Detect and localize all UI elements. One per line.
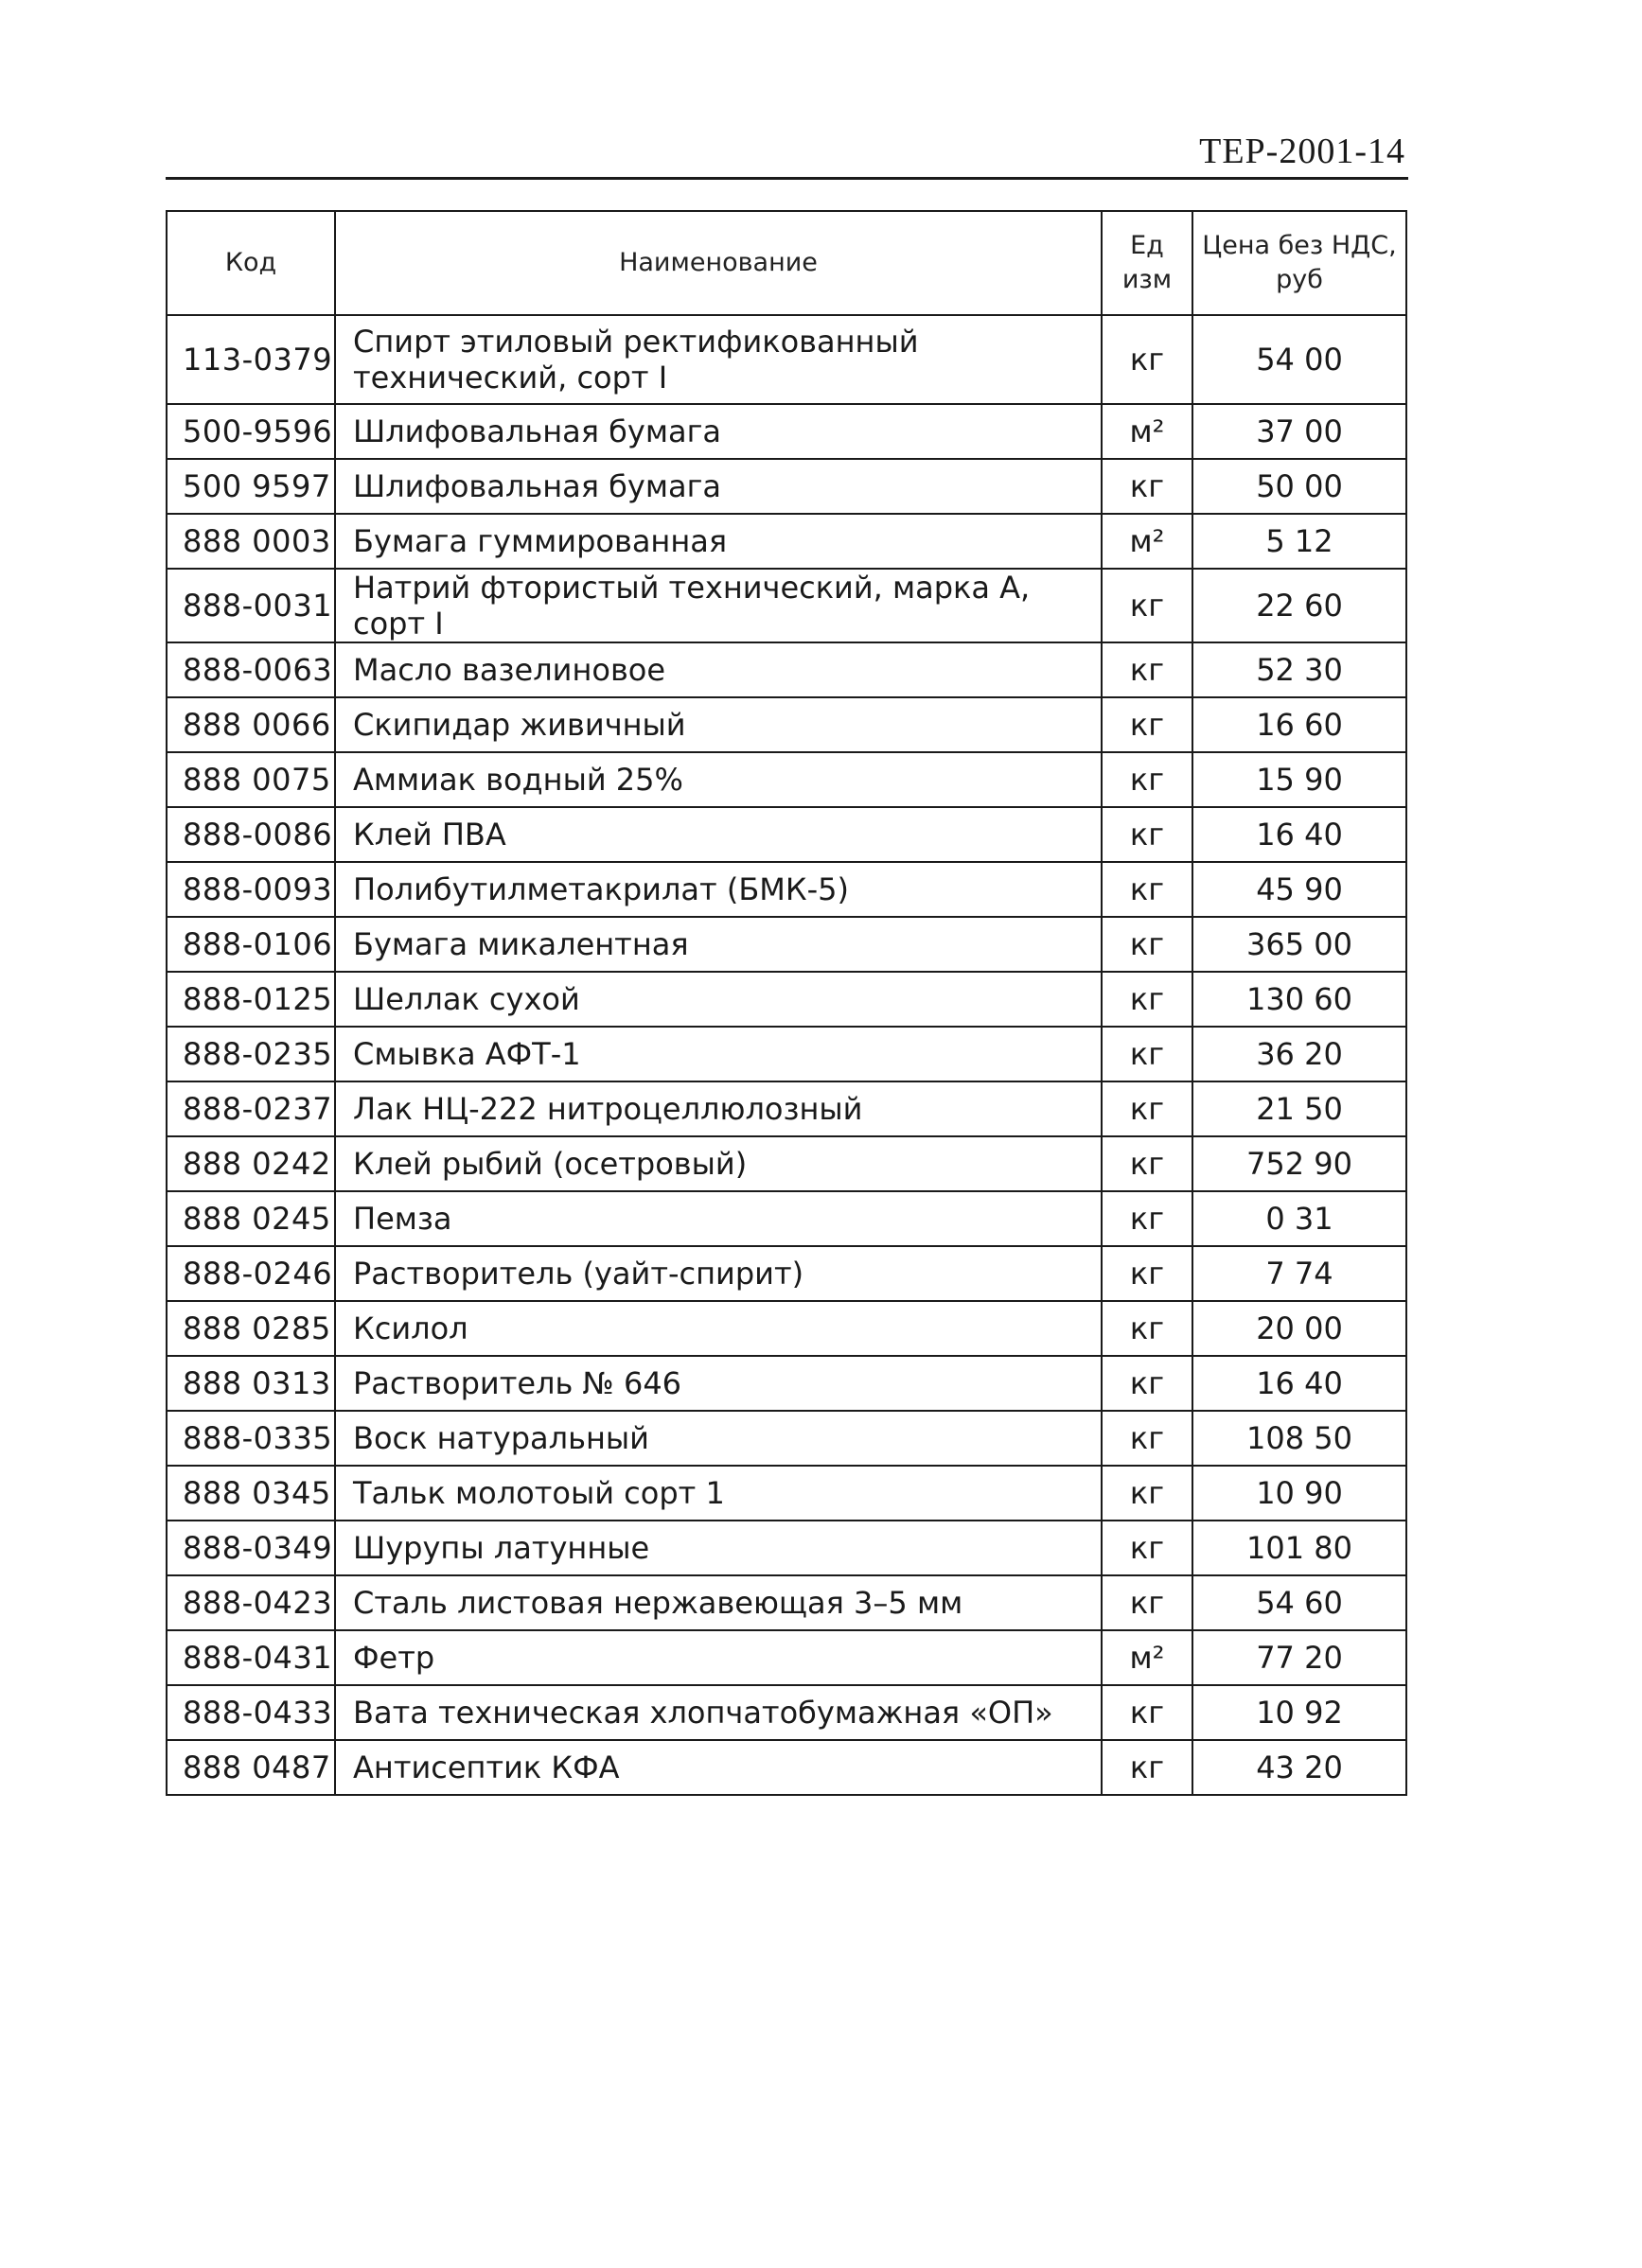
row-name: Полибутилметакрилат (БМК-5): [335, 862, 1102, 917]
table-row: [167, 1521, 1406, 1575]
table-row: [167, 917, 1406, 972]
row-unit: кг: [1102, 1685, 1192, 1740]
row-unit: кг: [1102, 1575, 1192, 1630]
table-row: [167, 1136, 1406, 1191]
table-row: [167, 1630, 1406, 1685]
table-row: [167, 1301, 1406, 1356]
row-unit: кг: [1102, 972, 1192, 1027]
row-unit: кг: [1102, 1246, 1192, 1301]
row-code: 888-0086: [167, 807, 335, 862]
row-name: Бумага микалентная: [335, 917, 1102, 972]
row-price: 16 40: [1192, 807, 1406, 862]
row-name: Шлифовальная бумага: [335, 404, 1102, 459]
document-code: ТЕР-2001-14: [1199, 132, 1405, 171]
row-name: Аммиак водный 25%: [335, 752, 1102, 807]
table-row: [167, 697, 1406, 752]
table-row: [167, 1191, 1406, 1246]
table-row: [167, 972, 1406, 1027]
row-price: 43 20: [1192, 1740, 1406, 1795]
row-code: 888-0423: [167, 1575, 335, 1630]
row-price: 108 50: [1192, 1411, 1406, 1466]
row-name: Натрий фтористый технический, марка А, сорт I: [335, 569, 1102, 642]
row-price: 36 20: [1192, 1027, 1406, 1081]
table-row: [167, 404, 1406, 459]
row-unit: кг: [1102, 1411, 1192, 1466]
price-table: [166, 210, 1407, 1796]
table-row: [167, 1575, 1406, 1630]
row-price: 130 60: [1192, 972, 1406, 1027]
row-price: 45 90: [1192, 862, 1406, 917]
row-price: 16 40: [1192, 1356, 1406, 1411]
row-price: 77 20: [1192, 1630, 1406, 1685]
row-price: 37 00: [1192, 404, 1406, 459]
row-unit: кг: [1102, 459, 1192, 514]
table-row: [167, 1411, 1406, 1466]
row-price: 0 31: [1192, 1191, 1406, 1246]
row-price: 752 90: [1192, 1136, 1406, 1191]
row-code: 888 0075: [167, 752, 335, 807]
row-name: Бумага гуммированная: [335, 514, 1102, 569]
row-code: 888-0093: [167, 862, 335, 917]
table-row: [167, 315, 1406, 404]
row-price: 5 12: [1192, 514, 1406, 569]
row-code: 888 0285: [167, 1301, 335, 1356]
table-row: [167, 1081, 1406, 1136]
column-header-name-label: Наименование: [619, 248, 818, 277]
row-name: Растворитель № 646: [335, 1356, 1102, 1411]
table-row: [167, 862, 1406, 917]
row-unit: кг: [1102, 1356, 1192, 1411]
row-name: Фетр: [335, 1630, 1102, 1685]
row-price: 365 00: [1192, 917, 1406, 972]
column-header-unit-line1: Ед: [1130, 231, 1164, 260]
row-price: 16 60: [1192, 697, 1406, 752]
column-header-price-line1: Цена без НДС,: [1202, 231, 1397, 260]
row-price: 54 60: [1192, 1575, 1406, 1630]
row-name: Клей рыбий (осетровый): [335, 1136, 1102, 1191]
row-code: 888 0003: [167, 514, 335, 569]
column-header-name: [335, 211, 1102, 315]
row-unit: кг: [1102, 569, 1192, 642]
table-row: [167, 642, 1406, 697]
row-price: 21 50: [1192, 1081, 1406, 1136]
row-name: Растворитель (уайт-спирит): [335, 1246, 1102, 1301]
row-unit: кг: [1102, 642, 1192, 697]
row-price: 50 00: [1192, 459, 1406, 514]
row-code: 888-0246: [167, 1246, 335, 1301]
row-name: Смывка АФТ-1: [335, 1027, 1102, 1081]
table-row: [167, 459, 1406, 514]
row-unit: кг: [1102, 917, 1192, 972]
table-row: [167, 1246, 1406, 1301]
column-header-unit: [1102, 211, 1192, 315]
row-price: 15 90: [1192, 752, 1406, 807]
row-unit: кг: [1102, 862, 1192, 917]
row-code: 500 9597: [167, 459, 335, 514]
row-name: Воск натуральный: [335, 1411, 1102, 1466]
row-price: 7 74: [1192, 1246, 1406, 1301]
table-row: [167, 514, 1406, 569]
table-body: [167, 315, 1406, 1795]
row-code: 888-0431: [167, 1630, 335, 1685]
row-code: 888 0242: [167, 1136, 335, 1191]
table-row: [167, 807, 1406, 862]
row-name: Ксилол: [335, 1301, 1102, 1356]
row-name: Шеллак сухой: [335, 972, 1102, 1027]
table-row: [167, 1356, 1406, 1411]
row-name: Скипидар живичный: [335, 697, 1102, 752]
row-price: 101 80: [1192, 1521, 1406, 1575]
column-header-unit-line2: изм: [1121, 265, 1173, 294]
row-name: Тальк молотоый сорт 1: [335, 1466, 1102, 1521]
row-code: 888-0125: [167, 972, 335, 1027]
table-row: [167, 1685, 1406, 1740]
column-header-price-line2: руб: [1276, 265, 1323, 294]
table-row: [167, 1740, 1406, 1795]
row-unit: кг: [1102, 1466, 1192, 1521]
row-code: 888-0235: [167, 1027, 335, 1081]
row-name: Шурупы латунные: [335, 1521, 1102, 1575]
row-name: Пемза: [335, 1191, 1102, 1246]
row-code: 888-0349: [167, 1521, 335, 1575]
row-price: 52 30: [1192, 642, 1406, 697]
row-code: 888 0345: [167, 1466, 335, 1521]
row-name: Масло вазелиновое: [335, 642, 1102, 697]
row-code: 888 0487: [167, 1740, 335, 1795]
table-header-row: [167, 211, 1406, 315]
row-name: Вата техническая хлопчатобумажная «ОП»: [335, 1685, 1102, 1740]
row-code: 888-0237: [167, 1081, 335, 1136]
column-header-code: [167, 211, 335, 315]
row-price: 54 00: [1192, 315, 1406, 404]
row-name: Лак НЦ-222 нитроцеллюлозный: [335, 1081, 1102, 1136]
row-code: 888-0063: [167, 642, 335, 697]
row-unit: кг: [1102, 1521, 1192, 1575]
row-unit: кг: [1102, 697, 1192, 752]
row-unit: кг: [1102, 807, 1192, 862]
row-unit: кг: [1102, 1081, 1192, 1136]
row-unit: кг: [1102, 1191, 1192, 1246]
row-unit: м²: [1102, 404, 1192, 459]
table-row: [167, 1027, 1406, 1081]
header-rule: [166, 177, 1408, 180]
row-price: 22 60: [1192, 569, 1406, 642]
row-code: 888-0335: [167, 1411, 335, 1466]
row-unit: кг: [1102, 752, 1192, 807]
row-code: 888-0106: [167, 917, 335, 972]
column-header-price: [1192, 211, 1406, 315]
row-code: 113-0379: [167, 315, 335, 404]
row-code: 888 0066: [167, 697, 335, 752]
row-unit: кг: [1102, 315, 1192, 404]
row-price: 10 90: [1192, 1466, 1406, 1521]
row-price: 20 00: [1192, 1301, 1406, 1356]
row-name: Шлифовальная бумага: [335, 459, 1102, 514]
row-unit: кг: [1102, 1740, 1192, 1795]
row-unit: кг: [1102, 1027, 1192, 1081]
row-code: 888-0433: [167, 1685, 335, 1740]
row-name: Сталь листовая нержавеющая 3–5 мм: [335, 1575, 1102, 1630]
table-row: [167, 569, 1406, 642]
table-row: [167, 752, 1406, 807]
row-unit: м²: [1102, 1630, 1192, 1685]
row-code: 888 0313: [167, 1356, 335, 1411]
row-unit: кг: [1102, 1136, 1192, 1191]
row-code: 500-9596: [167, 404, 335, 459]
row-unit: кг: [1102, 1301, 1192, 1356]
table-row: [167, 1466, 1406, 1521]
row-name: Антисептик КФА: [335, 1740, 1102, 1795]
row-code: 888-0031: [167, 569, 335, 642]
row-name: Клей ПВА: [335, 807, 1102, 862]
row-unit: м²: [1102, 514, 1192, 569]
column-header-code-label: Код: [224, 248, 277, 277]
row-code: 888 0245: [167, 1191, 335, 1246]
row-price: 10 92: [1192, 1685, 1406, 1740]
row-name: Спирт этиловый ректификованный технический, сорт I: [335, 315, 1102, 404]
